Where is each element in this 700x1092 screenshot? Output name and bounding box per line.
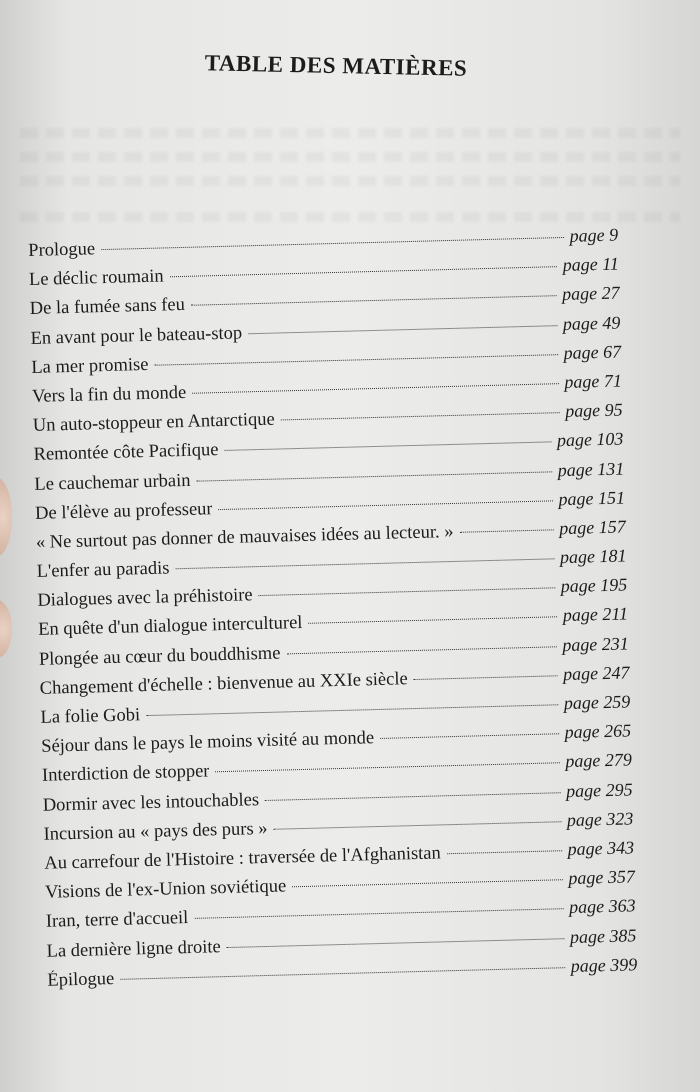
entry-title: Plongée au cœur du bouddhisme xyxy=(38,643,281,670)
entry-page: page 211 xyxy=(562,603,629,626)
entry-title: La folie Gobi xyxy=(40,705,141,728)
dot-leader xyxy=(175,558,554,569)
dot-leader xyxy=(265,792,560,801)
entry-title: Épilogue xyxy=(47,968,115,991)
entry-title: Visions de l'ex-Union soviétique xyxy=(44,876,287,903)
dot-leader xyxy=(227,938,564,948)
entry-title: Prologue xyxy=(28,239,96,261)
dot-leader xyxy=(281,412,559,420)
entry-title: Changement d'échelle : bienvenue au XXIe siècle xyxy=(39,669,408,699)
entry-title: Dormir avec les intouchables xyxy=(42,789,260,816)
entry-title: De la fumée sans feu xyxy=(29,295,186,320)
dot-leader xyxy=(219,500,553,510)
entry-title: Interdiction de stopper xyxy=(41,761,210,787)
entry-title: Dialogues avec la préhistoire xyxy=(37,585,253,612)
dot-leader xyxy=(308,617,556,625)
dot-leader xyxy=(292,879,562,887)
entry-title: Iran, terre d'accueil xyxy=(45,908,189,933)
bleed-through-text xyxy=(20,176,680,186)
dot-leader xyxy=(380,733,559,739)
entry-title: « Ne surtout pas donner de mauvaises idées au lecteur. » xyxy=(35,521,454,553)
entry-title: Incursion au « pays des purs » xyxy=(43,818,268,845)
entry-title: Un auto-stoppeur en Antarctique xyxy=(32,409,276,437)
entry-title: Le déclic roumain xyxy=(28,266,164,291)
dot-leader xyxy=(192,383,558,394)
entry-page: page 27 xyxy=(561,282,620,305)
entry-page: page 259 xyxy=(563,691,631,714)
dot-leader xyxy=(215,763,559,773)
entry-page: page 385 xyxy=(569,924,637,947)
entry-title: Séjour dans le pays le moins visité au monde xyxy=(41,728,375,758)
entry-page: page 49 xyxy=(562,312,621,334)
dot-leader xyxy=(447,850,562,854)
entry-page: page 323 xyxy=(566,808,634,830)
dot-leader xyxy=(196,471,551,481)
entry-title: La mer promise xyxy=(31,354,149,378)
dot-leader xyxy=(459,529,553,532)
entry-page: page 71 xyxy=(564,370,623,392)
entry-page: page 131 xyxy=(557,457,625,480)
dot-leader xyxy=(120,967,565,980)
entry-title: En quête d'un dialogue interculturel xyxy=(37,613,303,641)
entry-page: page 363 xyxy=(568,895,636,918)
entry-page: page 195 xyxy=(560,574,628,597)
bleed-through-text xyxy=(20,128,680,138)
dot-leader xyxy=(194,909,563,920)
entry-page: page 67 xyxy=(563,341,622,363)
table-of-contents xyxy=(28,225,638,999)
entry-page: page 357 xyxy=(568,866,636,889)
entry-title: En avant pour le bateau-stop xyxy=(30,322,243,349)
entry-page: page 295 xyxy=(565,778,633,801)
dot-leader xyxy=(259,588,555,597)
dot-leader xyxy=(286,646,556,654)
entry-page: page 247 xyxy=(562,662,630,684)
entry-title: L'enfer au paradis xyxy=(36,558,170,582)
thumb-tip xyxy=(0,478,12,556)
dot-leader xyxy=(154,354,557,366)
dot-leader xyxy=(414,675,557,680)
entry-page: page 157 xyxy=(558,516,626,539)
entry-page: page 231 xyxy=(562,633,630,655)
dot-leader xyxy=(101,237,564,250)
entry-page: page 11 xyxy=(562,253,620,276)
entry-title: Vers la fin du monde xyxy=(31,382,187,407)
entry-page: page 151 xyxy=(558,487,626,509)
entry-page: page 399 xyxy=(570,953,638,976)
entry-title: Remontée côte Pacifique xyxy=(33,440,219,466)
page-title: TABLE DES MATIÈRES xyxy=(204,50,468,82)
dot-leader xyxy=(170,266,557,277)
entry-title: La dernière ligne droite xyxy=(46,936,221,962)
entry-page: page 279 xyxy=(565,749,633,772)
bleed-through-text xyxy=(20,152,680,162)
bleed-through-text xyxy=(20,212,680,222)
entry-page: page 103 xyxy=(556,428,624,451)
entry-page: page 9 xyxy=(569,224,619,246)
entry-page: page 343 xyxy=(567,837,635,860)
entry-title: Le cauchemar urbain xyxy=(34,470,191,495)
dot-leader xyxy=(191,296,556,307)
entry-title: De l'élève au professeur xyxy=(34,498,213,524)
finger-tip xyxy=(0,600,12,658)
entry-page: page 95 xyxy=(564,399,623,422)
dot-leader xyxy=(225,442,551,452)
dot-leader xyxy=(146,704,558,716)
entry-title: Au carrefour de l'Histoire : traversée de l'Afghanistan xyxy=(44,843,442,874)
entry-page: page 265 xyxy=(564,720,632,743)
dot-leader xyxy=(274,821,561,830)
dot-leader xyxy=(248,325,557,334)
entry-page: page 181 xyxy=(559,545,627,568)
